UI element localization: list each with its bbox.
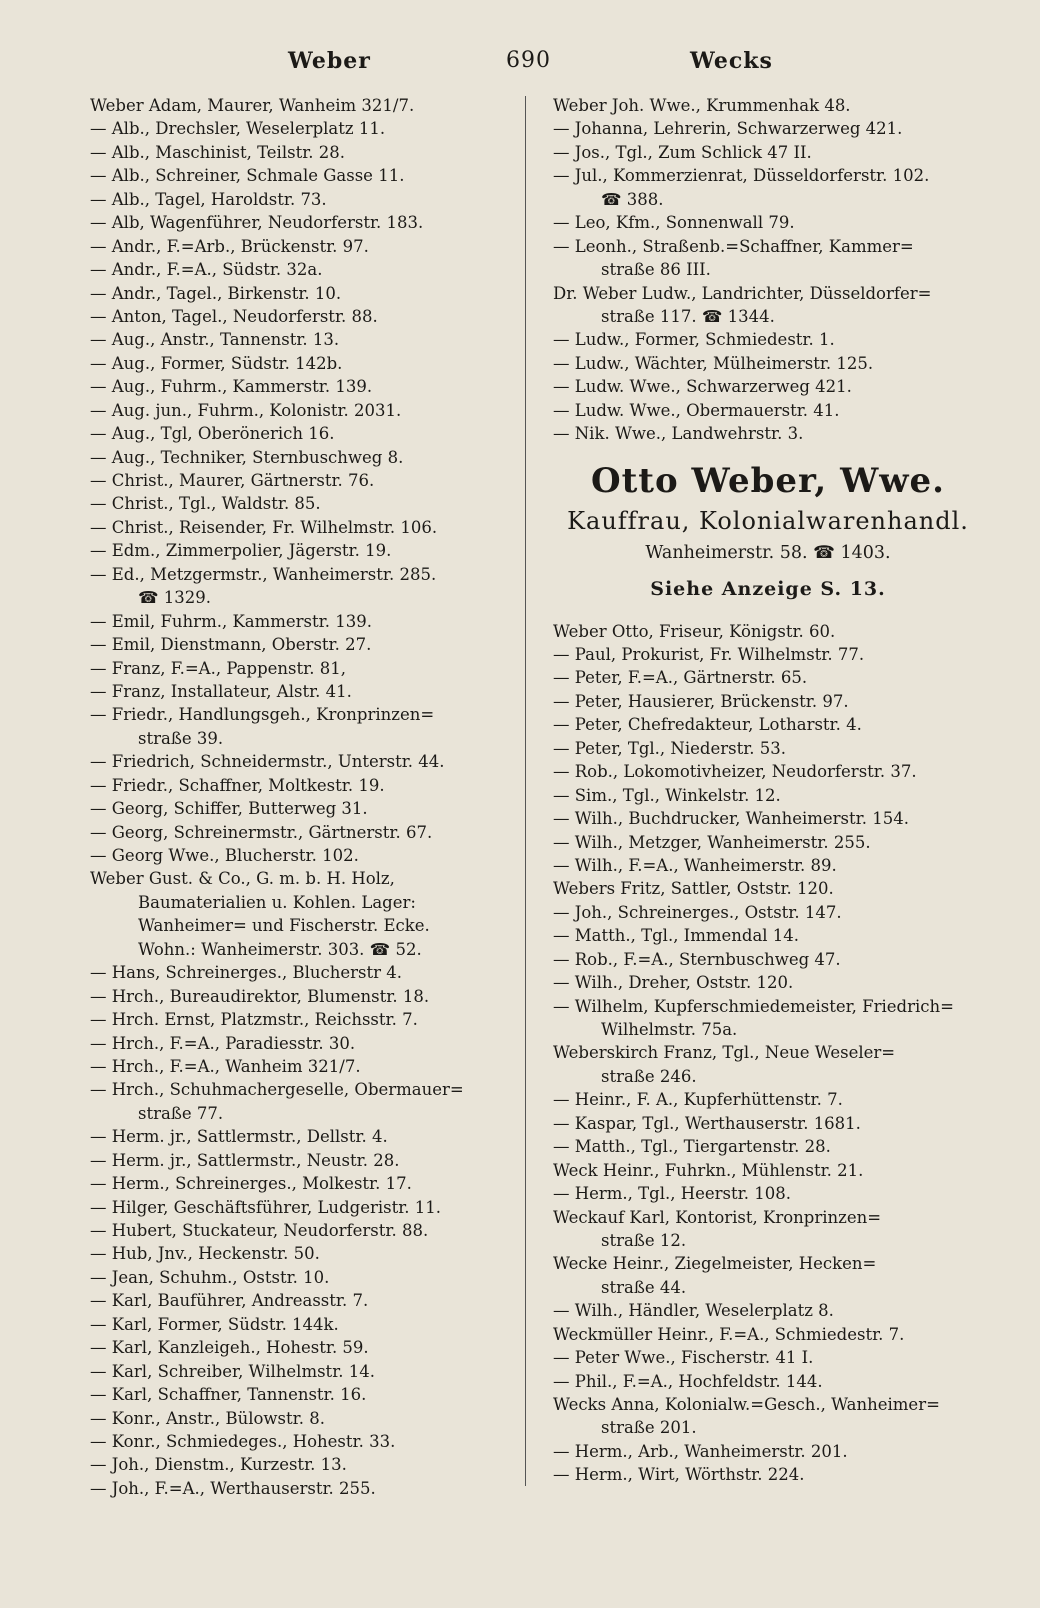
directory-entry: — Leo, Kfm., Sonnenwall 79.: [553, 213, 795, 233]
directory-entry: — Georg, Schreinermstr., Gärtnerstr. 67.: [90, 822, 433, 842]
directory-entry: — Hubert, Stuckateur, Neudorferstr. 88.: [90, 1221, 429, 1240]
directory-entry: — Hrch., F.=A., Paradiesstr. 30.: [90, 1033, 356, 1053]
directory-entry: — Wilh., Buchdrucker, Wanheimerstr. 154.: [553, 809, 909, 829]
directory-entry: — Joh., Schreinerges., Oststr. 147.: [553, 902, 842, 922]
directory-entry: — Wilh., F.=A., Wanheimerstr. 89.: [553, 855, 837, 875]
directory-entry: — Christ., Reisender, Fr. Wilhelmstr. 106.: [90, 517, 438, 537]
directory-entry: — Joh., Dienstm., Kurzestr. 13.: [90, 1455, 347, 1475]
directory-entry: — Karl, Kanzleigeh., Hohestr. 59.: [90, 1338, 369, 1358]
directory-entry: — Herm., Tgl., Heerstr. 108.: [553, 1184, 791, 1204]
directory-entry: — Aug., Tgl, Oberönerich 16.: [90, 424, 335, 444]
directory-entry: — Wilh., Dreher, Oststr. 120.: [553, 973, 794, 993]
directory-entry: — Konr., Schmiedeges., Hohestr. 33.: [90, 1431, 396, 1451]
directory-entry: Wecks Anna, Kolonialw.=Gesch., Wanheimer=: [553, 1395, 940, 1414]
directory-entry: Wilhelmstr. 75a.: [601, 1020, 738, 1039]
directory-entry: Weber Adam, Maurer, Wanheim 321/7.: [90, 96, 415, 115]
directory-entry: — Edm., Zimmerpolier, Jägerstr. 19.: [90, 541, 392, 561]
directory-entry: — Nik. Wwe., Landwehrstr. 3.: [553, 424, 804, 444]
directory-entry: — Hans, Schreinerges., Blucherstr 4.: [90, 963, 402, 983]
directory-entry: — Jos., Tgl., Zum Schlick 47 II.: [553, 142, 812, 162]
directory-entry: — Herm. jr., Sattlermstr., Neustr. 28.: [90, 1150, 400, 1170]
directory-entry: straße 201.: [601, 1418, 697, 1438]
directory-entry: — Kaspar, Tgl., Werthauserstr. 1681.: [553, 1113, 861, 1133]
directory-entry: — Christ., Maurer, Gärtnerstr. 76.: [90, 471, 375, 490]
directory-entry: — Friedr., Handlungsgeh., Kronprinzen=: [90, 705, 435, 725]
directory-entry: straße 44.: [601, 1277, 687, 1297]
right-column: [553, 94, 983, 1487]
advertisement: [553, 458, 983, 610]
directory-entry: straße 77.: [138, 1103, 224, 1123]
directory-entry: — Peter, Hausierer, Brückenstr. 97.: [553, 691, 849, 711]
directory-entry: — Konr., Anstr., Bülowstr. 8.: [90, 1408, 325, 1428]
directory-entry: straße 12.: [601, 1230, 687, 1250]
directory-entry: — Wilh., Händler, Weselerplatz 8.: [553, 1301, 834, 1321]
directory-entry: Weberskirch Franz, Tgl., Neue Weseler=: [553, 1043, 896, 1063]
directory-entry: — Franz, F.=A., Pappenstr. 81,: [90, 658, 346, 678]
directory-entry: — Hub, Jnv., Heckenstr. 50.: [90, 1244, 320, 1264]
directory-entry: — Aug. jun., Fuhrm., Kolonistr. 2031.: [90, 400, 402, 420]
header-last-name: Wecks: [690, 48, 773, 74]
directory-entry: — Ludw. Wwe., Schwarzerweg 421.: [553, 377, 852, 397]
directory-entry: Baumaterialien u. Kohlen. Lager:: [138, 892, 416, 912]
directory-entry: Weckauf Karl, Kontorist, Kronprinzen=: [553, 1207, 882, 1227]
right-entries-bottom: [553, 620, 983, 1487]
directory-entry: straße 246.: [601, 1066, 697, 1086]
directory-entry: straße 117. ☎ 1344.: [601, 306, 775, 326]
directory-entry: — Johanna, Lehrerin, Schwarzerweg 421.: [553, 119, 903, 139]
directory-entry: Wanheimer= und Fischerstr. Ecke.: [138, 916, 430, 936]
right-entries-top: [553, 94, 983, 446]
directory-entry: — Hrch., Schuhmachergeselle, Obermauer=: [90, 1080, 464, 1100]
directory-entry: Wecke Heinr., Ziegelmeister, Hecken=: [553, 1254, 877, 1274]
directory-entry: — Hilger, Geschäftsführer, Ludgeristr. 11.: [90, 1197, 442, 1217]
directory-entry: — Friedrich, Schneidermstr., Unterstr. 44.: [90, 752, 445, 772]
directory-entry: — Paul, Prokurist, Fr. Wilhelmstr. 77.: [553, 645, 865, 664]
directory-entry: — Karl, Schaffner, Tannenstr. 16.: [90, 1385, 367, 1405]
directory-entry: — Christ., Tgl., Waldstr. 85.: [90, 494, 321, 514]
directory-entry: ☎ 1329.: [138, 588, 212, 608]
directory-entry: — Leonh., Straßenb.=Schaffner, Kammer=: [553, 236, 914, 256]
directory-entry: — Sim., Tgl., Winkelstr. 12.: [553, 785, 781, 805]
directory-entry: — Hrch., Bureaudirektor, Blumenstr. 18.: [90, 986, 430, 1006]
directory-entry: — Karl, Former, Südstr. 144k.: [90, 1314, 339, 1334]
directory-entry: — Hrch., F.=A., Wanheim 321/7.: [90, 1056, 361, 1076]
directory-entry: — Friedr., Schaffner, Moltkestr. 19.: [90, 775, 385, 795]
directory-entry: — Ed., Metzgermstr., Wanheimerstr. 285.: [90, 564, 437, 584]
directory-entry: — Peter Wwe., Fischerstr. 41 I.: [553, 1348, 814, 1368]
directory-entry: — Heinr., F. A., Kupferhüttenstr. 7.: [553, 1090, 843, 1110]
ad-title: Otto Weber, Wwe.: [590, 460, 946, 501]
directory-entry: Dr. Weber Ludw., Landrichter, Düsseldorfer=: [553, 283, 932, 303]
directory-entry: — Ludw., Former, Schmiedestr. 1.: [553, 330, 835, 350]
column-divider: [525, 96, 526, 1486]
directory-entry: — Aug., Techniker, Sternbuschweg 8.: [90, 447, 404, 467]
directory-entry: — Alb., Drechsler, Weselerplatz 11.: [90, 119, 386, 139]
directory-entry: Webers Fritz, Sattler, Oststr. 120.: [553, 879, 834, 899]
ad-reference: Siehe Anzeige S. 13.: [650, 577, 886, 600]
directory-entry: — Alb., Tagel, Haroldstr. 73.: [90, 189, 327, 209]
directory-entry: — Andr., F.=Arb., Brückenstr. 97.: [90, 236, 369, 256]
directory-entry: — Emil, Dienstmann, Oberstr. 27.: [90, 635, 372, 655]
directory-entry: — Alb., Maschinist, Teilstr. 28.: [90, 142, 346, 162]
directory-entry: — Ludw., Wächter, Mülheimerstr. 125.: [553, 353, 874, 373]
directory-entry: — Andr., F.=A., Südstr. 32a.: [90, 260, 323, 280]
directory-entry: — Hrch. Ernst, Platzmstr., Reichsstr. 7.: [90, 1010, 418, 1030]
directory-entry: — Herm., Wirt, Wörthstr. 224.: [553, 1465, 805, 1485]
directory-entry: Wohn.: Wanheimerstr. 303. ☎ 52.: [138, 939, 422, 959]
directory-entry: — Georg, Schiffer, Butterweg 31.: [90, 799, 368, 819]
directory-entry: — Rob., F.=A., Sternbuschweg 47.: [553, 949, 841, 969]
directory-entry: Weck Heinr., Fuhrkn., Mühlenstr. 21.: [553, 1160, 864, 1180]
directory-entry: — Matth., Tgl., Tiergartenstr. 28.: [553, 1137, 831, 1157]
directory-entry: Weber Gust. & Co., G. m. b. H. Holz,: [90, 869, 395, 889]
directory-entry: straße 39.: [138, 728, 224, 748]
directory-entry: Weber Joh. Wwe., Krummenhak 48.: [553, 96, 851, 115]
directory-entry: — Wilh., Metzger, Wanheimerstr. 255.: [553, 832, 871, 852]
directory-entry: — Peter, Tgl., Niederstr. 53.: [553, 738, 787, 758]
directory-entry: — Alb., Schreiner, Schmale Gasse 11.: [90, 166, 405, 186]
directory-entry: Weckmüller Heinr., F.=A., Schmiedestr. 7.: [553, 1324, 905, 1344]
directory-entry: — Aug., Former, Südstr. 142b.: [90, 353, 343, 373]
directory-entry: — Alb, Wagenführer, Neudorferstr. 183.: [90, 213, 424, 233]
directory-entry: — Peter, Chefredakteur, Lotharstr. 4.: [553, 715, 862, 735]
directory-entry: — Phil., F.=A., Hochfeldstr. 144.: [553, 1371, 823, 1391]
directory-entry: — Peter, F.=A., Gärtnerstr. 65.: [553, 668, 808, 688]
directory-entry: — Herm., Schreinerges., Molkestr. 17.: [90, 1174, 412, 1194]
directory-entry: — Georg Wwe., Blucherstr. 102.: [90, 846, 359, 865]
directory-entry: ☎ 388.: [601, 189, 664, 209]
directory-entry: — Aug., Anstr., Tannenstr. 13.: [90, 330, 340, 350]
directory-entry: — Matth., Tgl., Immendal 14.: [553, 926, 800, 946]
directory-entry: — Franz, Installateur, Alstr. 41.: [90, 681, 352, 701]
header-first-name: Weber: [288, 48, 371, 74]
directory-entry: — Herm. jr., Sattlermstr., Dellstr. 4.: [90, 1127, 388, 1147]
directory-entry: — Joh., F.=A., Werthauserstr. 255.: [90, 1478, 376, 1498]
directory-entry: straße 86 III.: [601, 260, 711, 280]
directory-entry: — Jean, Schuhm., Oststr. 10.: [90, 1267, 330, 1287]
directory-entry: — Ludw. Wwe., Obermauerstr. 41.: [553, 400, 840, 420]
directory-entry: — Anton, Tagel., Neudorferstr. 88.: [90, 306, 378, 326]
directory-entry: — Andr., Tagel., Birkenstr. 10.: [90, 283, 342, 303]
directory-entry: — Wilhelm, Kupferschmiedemeister, Friedrich=: [553, 996, 954, 1016]
left-column: [90, 94, 510, 1500]
directory-entry: — Rob., Lokomotivheizer, Neudorferstr. 37.: [553, 762, 917, 782]
page-number: 690: [506, 48, 551, 73]
directory-entry: — Karl, Bauführer, Andreasstr. 7.: [90, 1291, 369, 1311]
directory-entry: Weber Otto, Friseur, Königstr. 60.: [553, 621, 836, 641]
directory-entry: — Herm., Arb., Wanheimerstr. 201.: [553, 1441, 848, 1461]
directory-entry: — Aug., Fuhrm., Kammerstr. 139.: [90, 377, 373, 397]
directory-entry: — Karl, Schreiber, Wilhelmstr. 14.: [90, 1361, 375, 1381]
ad-subtitle: Kauffrau, Kolonialwarenhandl.: [567, 506, 969, 535]
directory-entry: — Jul., Kommerzienrat, Düsseldorferstr. 102.: [553, 166, 930, 186]
ad-address: Wanheimerstr. 58. ☎ 1403.: [645, 542, 891, 563]
directory-entry: — Emil, Fuhrm., Kammerstr. 139.: [90, 611, 372, 631]
